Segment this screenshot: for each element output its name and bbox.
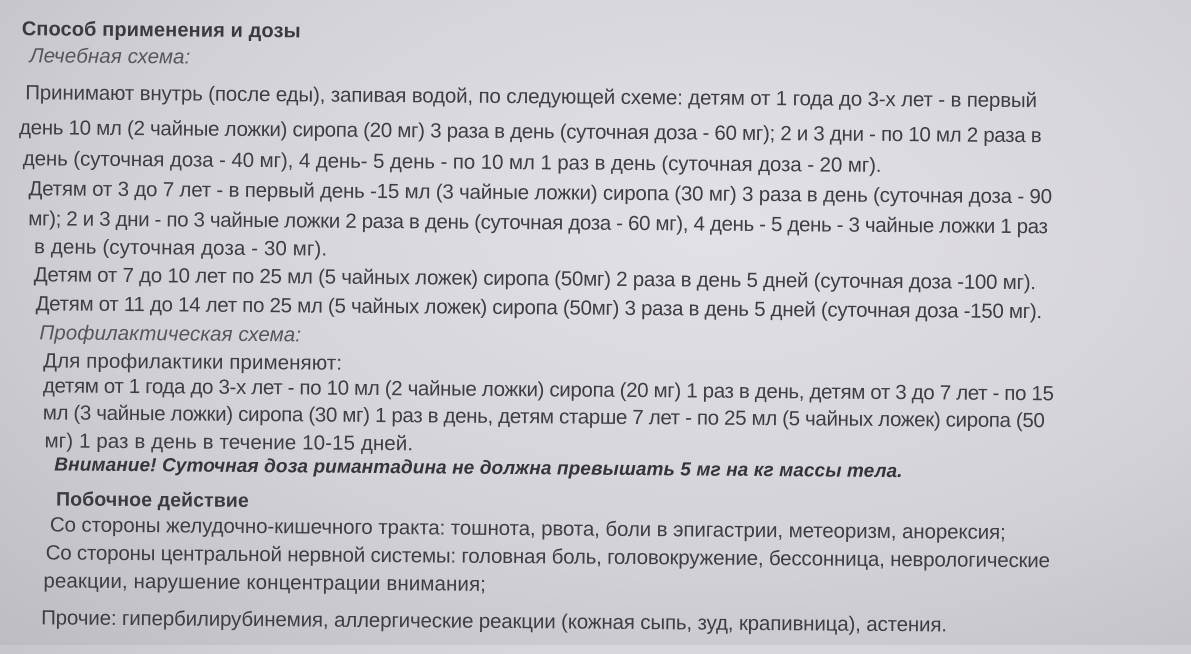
prophylaxis-scheme-heading: Профилактическая схема: <box>39 321 302 347</box>
treatment-line: день (суточная доза - 40 мг), 4 день- 5 день - по 10 мл 1 раз в день (суточная доза - 20 мг). <box>22 147 882 177</box>
prophylaxis-line: детям от 1 года до 3-х лет - по 10 мл (2 чайные ложки) сиропа (20 мг) 1 раз в день, детям от 3 до 7 лет - по 15 <box>42 374 1054 406</box>
treatment-scheme-heading: Лечебная схема: <box>29 44 191 69</box>
prophylaxis-line: мг) 1 раз в день в течение 10-15 дней. <box>44 429 414 456</box>
section-title: Способ применения и дозы <box>21 18 301 43</box>
side-effects-heading: Побочное действие <box>55 488 249 512</box>
warning-text: Внимание! Суточная доза римантадина не должна превышать 5 мг на кг массы тела. <box>54 454 903 483</box>
side-effects-line: реакции, нарушение концентрации внимания; <box>43 569 487 596</box>
treatment-line: мг); 2 и 3 дни - по 3 чайные ложки 2 раза в день (суточная доза - 60 мг), 4 день - 5 день - 3 чайные ложки 1 раз <box>28 207 1048 239</box>
treatment-line: день 10 мл (2 чайные ложки) сиропа (20 мг) 3 раза в день (суточная доза - 60 мг); 2 и 3 дни - по 10 мл 2 раза в <box>18 116 1042 148</box>
side-effects-line: Со стороны центральной нервной системы: головная боль, головокружение, бессонница, неврологические <box>45 541 1050 573</box>
treatment-line: Принимают внутрь (после еды), запивая водой, по следующей схеме: детям от 1 года до 3-х лет - в первый <box>25 81 1037 113</box>
treatment-line: Детям от 3 до 7 лет - в первый день -15 мл (3 чайные ложки) сиропа (30 мг) 3 раза в день (суточная доза - 90 <box>28 177 1052 209</box>
prophylaxis-line: Для профилактики применяют: <box>43 349 343 375</box>
side-effects-line: Прочие: гипербилирубинемия, аллергические реакции (кожная сыпь, зуд, крапивница), астения. <box>41 606 947 637</box>
treatment-line: Детям от 11 до 14 лет по 25 мл (5 чайных ложек) сиропа (50мг) 3 раза в день 5 дней (суточная доза -150 мг). <box>35 292 1042 324</box>
side-effects-line: Со стороны желудочно-кишечного тракта: тошнота, рвота, боли в эпигастрии, метеоризм, анорексия; <box>49 513 1006 544</box>
prophylaxis-line: мл (3 чайные ложки) сиропа (30 мг) 1 раз в день, детям старше 7 лет - по 25 мл (5 чайных ложек) сиропа (50 <box>42 401 1045 433</box>
treatment-line: в день (суточная доза - 30 мг). <box>33 235 328 261</box>
treatment-line: Детям от 7 до 10 лет по 25 мл (5 чайных ложек) сиропа (50мг) 2 раза в день 5 дней (суточная доза -100 мг). <box>33 263 1036 295</box>
